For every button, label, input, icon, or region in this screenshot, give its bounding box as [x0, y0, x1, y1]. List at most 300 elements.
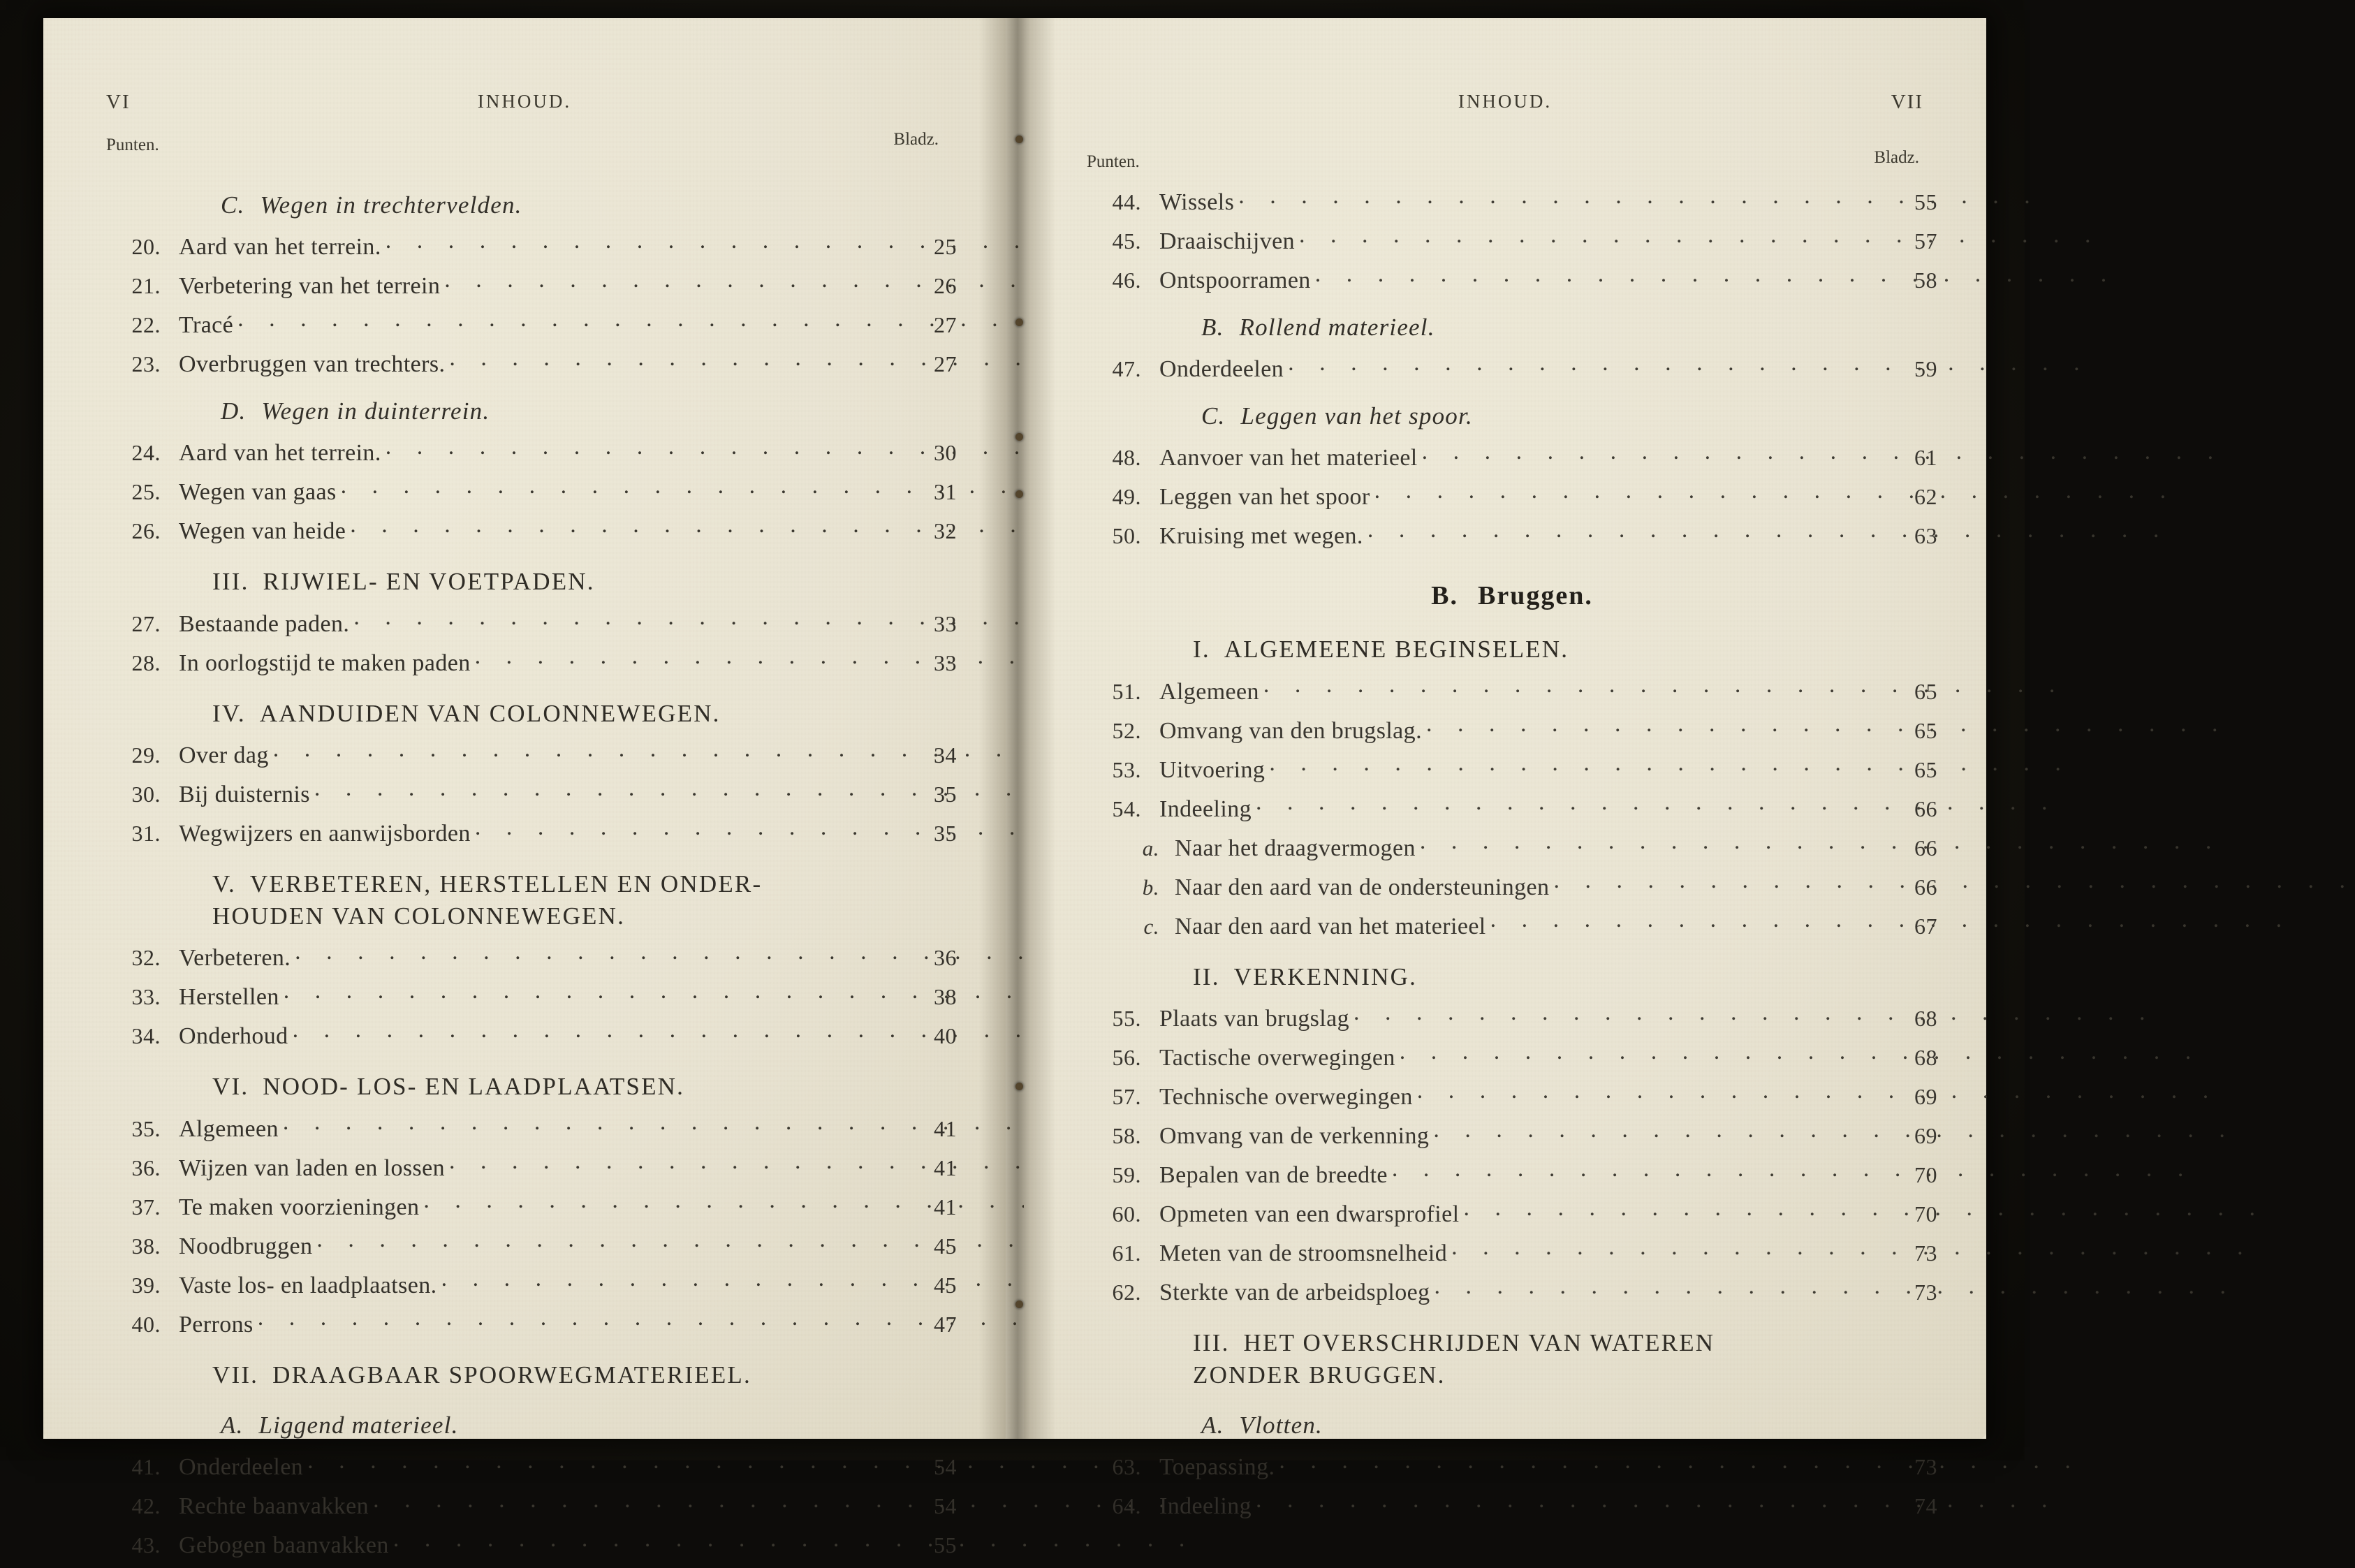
toc-dot-leader: [437, 1269, 904, 1293]
running-head-right: INHOUD.: [1458, 91, 1553, 112]
toc-entry-number: 30.: [131, 782, 161, 807]
toc-dot-leader: [471, 817, 904, 841]
toc-entry-number: 24.: [131, 440, 161, 465]
toc-entry-page-number: 66: [1914, 874, 1937, 900]
section-title: ALGEMEENE BEGINSELEN.: [1224, 636, 1569, 663]
toc-entry[interactable]: [1087, 441, 1937, 470]
toc-entry[interactable]: [1087, 1002, 1937, 1031]
toc-dot-leader: [1349, 1002, 1884, 1026]
toc-dot-leader: [288, 1020, 904, 1043]
section-title: VERKENNING.: [1233, 962, 1418, 990]
section-title: HET OVERSCHRIJDEN VAN WATEREN: [1243, 1329, 1715, 1356]
section-label: III.: [212, 568, 249, 595]
toc-entry[interactable]: [106, 739, 957, 768]
toc-entry-page-number: 35: [934, 821, 957, 846]
toc-entry-page-number: 45: [934, 1272, 957, 1298]
toc-entry-title: Wijzen van laden en lossen: [179, 1155, 446, 1181]
toc-entry[interactable]: [1087, 264, 1937, 293]
toc-entry-number: 33.: [131, 984, 161, 1009]
toc-entry-title: Aard van het terrein.: [179, 234, 381, 260]
right-page: [1024, 18, 1986, 1519]
toc-entry[interactable]: [1087, 481, 1937, 509]
toc-entry[interactable]: [106, 515, 957, 543]
toc-entry-number: 48.: [1112, 445, 1141, 470]
toc-dot-leader: [1549, 871, 1884, 895]
section-heading-roman: [212, 1359, 957, 1391]
toc-entry[interactable]: [1087, 1451, 1937, 1479]
toc-entry[interactable]: [106, 348, 957, 376]
column-header-bladz-right: Bladz.: [1874, 148, 1919, 167]
toc-entry-title: Omvang van de verkenning: [1159, 1123, 1430, 1149]
toc-dot-leader: [303, 1451, 904, 1474]
toc-entry-title: Indeeling: [1159, 796, 1252, 822]
toc-entry[interactable]: [106, 608, 957, 636]
section-title: Vlotten.: [1239, 1412, 1323, 1439]
toc-entry-number: 52.: [1112, 717, 1141, 743]
toc-dot-leader: [1429, 1120, 1884, 1143]
spine-stitch: [1015, 1300, 1023, 1308]
toc-entry-number: 40.: [131, 1311, 161, 1337]
section-title: Rollend materieel.: [1239, 314, 1435, 341]
toc-entry-title: Perrons: [179, 1311, 254, 1338]
toc-entry[interactable]: [106, 476, 957, 504]
part-heading: [1087, 580, 1937, 611]
section-heading-italic: [1201, 402, 1937, 430]
toc-entry[interactable]: [1087, 1041, 1937, 1070]
toc-dot-leader: [369, 1490, 904, 1514]
section-label: D.: [221, 397, 247, 425]
toc-entry[interactable]: [1087, 1159, 1937, 1187]
toc-dot-leader: [1418, 441, 1884, 465]
section-label: I.: [1193, 636, 1210, 663]
toc-entry-title: Rechte baanvakken: [179, 1493, 369, 1519]
folio-right: VII: [1891, 91, 1923, 113]
section-title: RIJWIEL- EN VOETPADEN.: [263, 568, 595, 595]
toc-entry-page-number: 61: [1914, 445, 1937, 470]
section-title: VERBETEREN, HERSTELLEN EN ONDER-: [249, 870, 763, 897]
section-label: C.: [1201, 402, 1226, 430]
toc-dot-leader: [445, 348, 904, 372]
toc-dot-leader: [445, 1152, 904, 1175]
toc-entry[interactable]: [106, 309, 957, 337]
toc-dot-leader: [233, 309, 904, 332]
toc-entry-page-number: 65: [1914, 678, 1937, 704]
toc-dot-leader: [471, 647, 904, 671]
toc-entry-title: Leggen van het spoor: [1159, 484, 1370, 510]
toc-entry-title: Plaats van brugslag: [1159, 1006, 1349, 1032]
toc-entry-title: Gebogen baanvakken: [179, 1532, 389, 1558]
toc-entry-title: Ontspoorramen: [1159, 268, 1311, 293]
section-heading-italic: [221, 191, 957, 219]
toc-entry-number: 21.: [131, 273, 161, 298]
toc-entry[interactable]: [1087, 1237, 1937, 1266]
toc-entry-page-number: 33: [934, 610, 957, 636]
toc-entry-page-number: 32: [934, 518, 957, 543]
toc-entry[interactable]: [1087, 1080, 1937, 1109]
toc-entry-number: a.: [1142, 835, 1159, 860]
toc-entry-title: Tactische overwegingen: [1159, 1045, 1395, 1071]
toc-entry-page-number: 68: [1914, 1045, 1937, 1070]
toc-entry-page-number: 74: [1914, 1493, 1937, 1518]
toc-dot-leader: [1252, 1490, 1884, 1514]
toc-entry-title: Aard van het terrein.: [179, 440, 381, 466]
toc-entry-page-number: 68: [1914, 1006, 1937, 1031]
toc-entry-page-number: 54: [934, 1454, 957, 1479]
toc-dot-leader: [381, 437, 904, 460]
toc-entry-title: Wegwijzers en aanwijsborden: [179, 821, 471, 847]
toc-entry[interactable]: [1087, 793, 1937, 821]
toc-entry-number: 50.: [1112, 523, 1141, 548]
toc-entry[interactable]: [106, 270, 957, 298]
toc-entry-title: Indeeling: [1159, 1493, 1252, 1519]
section-heading-roman: [212, 1071, 957, 1103]
toc-dot-leader: [1395, 1041, 1884, 1065]
toc-entry[interactable]: [1087, 754, 1937, 782]
toc-entry-page-number: 69: [1914, 1123, 1937, 1148]
toc-entry-number: 60.: [1112, 1201, 1141, 1226]
toc-entry-page-number: 69: [1914, 1084, 1937, 1109]
toc-entry-title: Naar den aard van het materieel: [1175, 913, 1486, 939]
toc-entry-page-number: 27: [934, 312, 957, 337]
toc-dot-leader: [440, 270, 904, 293]
toc-entry-title: Draaischijven: [1159, 228, 1296, 254]
column-header-bladz-left: Bladz.: [893, 130, 939, 149]
section-title-line2: HOUDEN VAN COLONNEWEGEN.: [212, 902, 626, 930]
section-title: AANDUIDEN VAN COLONNEWEGEN.: [259, 699, 721, 727]
spine-stitch: [1015, 1083, 1023, 1090]
toc-entry[interactable]: [1087, 1120, 1937, 1148]
section-heading-italic: [221, 397, 957, 425]
toc-entry-number: 38.: [131, 1233, 161, 1259]
part-label: B.: [1431, 581, 1458, 610]
toc-entry-number: 57.: [1112, 1084, 1141, 1109]
toc-dot-leader: [1370, 481, 1884, 504]
toc-entry-title: Over dag: [179, 742, 269, 768]
toc-dot-leader: [1265, 754, 1884, 777]
toc-dot-leader: [1422, 715, 1884, 738]
section-label: II.: [1193, 962, 1220, 990]
toc-entry[interactable]: [1087, 1490, 1937, 1518]
section-label: VII.: [212, 1361, 259, 1389]
toc-entry[interactable]: [106, 778, 957, 807]
toc-dot-leader: [1259, 675, 1884, 699]
toc-entry[interactable]: [106, 1191, 957, 1219]
toc-entry-number: 26.: [131, 518, 161, 543]
toc-entry-title: Noodbruggen: [179, 1233, 313, 1259]
toc-entry-number: 59.: [1112, 1162, 1141, 1187]
section-label: A.: [1201, 1412, 1224, 1439]
toc-entry-number: 42.: [131, 1493, 161, 1518]
toc-entry[interactable]: [1087, 715, 1937, 743]
toc-entry-number: 62.: [1112, 1280, 1141, 1305]
toc-entry-page-number: 27: [934, 351, 957, 376]
section-label: V.: [212, 870, 236, 897]
toc-entry[interactable]: [106, 1308, 957, 1337]
toc-entry-page-number: 70: [1914, 1201, 1937, 1226]
toc-dot-leader: [291, 941, 904, 965]
toc-dot-leader: [1486, 910, 1884, 934]
toc-entry-number: c.: [1143, 914, 1159, 939]
toc-entry-title: Omvang van den brugslag.: [1159, 717, 1422, 744]
section-title: DRAAGBAAR SPOORWEGMATERIEEL.: [272, 1361, 751, 1389]
toc-entry[interactable]: [106, 437, 957, 465]
toc-dot-leader: [1284, 353, 1884, 376]
toc-entry-number: 61.: [1112, 1240, 1141, 1266]
section-title: Wegen in trechtervelden.: [260, 191, 522, 219]
toc-dot-leader: [1388, 1159, 1884, 1182]
toc-entry-title: Wissels: [1159, 189, 1235, 215]
toc-entry[interactable]: [106, 1152, 957, 1180]
toc-entry[interactable]: [106, 1529, 957, 1558]
toc-entry-page-number: 41: [934, 1155, 957, 1180]
toc-dot-leader: [1295, 225, 1884, 249]
toc-entry[interactable]: [1087, 871, 1937, 900]
toc-entry-title: Vaste los- en laadplaatsen.: [179, 1272, 437, 1298]
toc-entry-number: b.: [1142, 874, 1159, 900]
toc-entry[interactable]: [106, 1269, 957, 1298]
toc-entry-title: Tracé: [179, 312, 234, 338]
toc-entry[interactable]: [106, 941, 957, 970]
toc-entry-number: 25.: [131, 479, 161, 504]
toc-entry[interactable]: [106, 1020, 957, 1048]
toc-entry-number: 58.: [1112, 1123, 1141, 1148]
toc-entry-page-number: 25: [934, 234, 957, 259]
section-title: NOOD- LOS- EN LAADPLAATSEN.: [263, 1073, 685, 1100]
toc-dot-leader: [279, 981, 904, 1004]
left-toc-body: [106, 170, 957, 1568]
toc-dot-leader: [1416, 832, 1884, 856]
spine-stitch: [1015, 433, 1023, 441]
section-heading-italic: [1201, 1412, 1937, 1439]
toc-entry-title: Naar den aard van de ondersteuningen: [1175, 874, 1550, 900]
toc-entry-page-number: 33: [934, 650, 957, 675]
toc-entry-number: 54.: [1112, 796, 1141, 821]
toc-dot-leader: [1413, 1080, 1884, 1104]
toc-dot-leader: [349, 608, 904, 631]
toc-entry-title: Uitvoering: [1159, 756, 1265, 783]
toc-entry-number: 39.: [131, 1272, 161, 1298]
toc-entry-page-number: 73: [1914, 1454, 1937, 1479]
section-heading-roman: [212, 698, 957, 730]
part-title: Bruggen.: [1478, 581, 1593, 610]
toc-entry[interactable]: [106, 1451, 957, 1479]
toc-entry-title: Technische overwegingen: [1159, 1084, 1413, 1110]
toc-entry-page-number: 30: [934, 440, 957, 465]
toc-entry-page-number: 58: [1914, 268, 1937, 293]
spine-stitch: [1015, 318, 1023, 326]
toc-entry-page-number: 40: [934, 1023, 957, 1048]
toc-entry-title: Algemeen: [1159, 678, 1259, 705]
toc-entry[interactable]: [1087, 353, 1937, 381]
section-label: III.: [1193, 1329, 1230, 1356]
toc-entry-title: Wegen van gaas: [179, 479, 337, 505]
toc-entry-page-number: 65: [1914, 756, 1937, 782]
toc-entry[interactable]: [106, 1113, 957, 1141]
toc-entry-title: Bij duisternis: [179, 782, 310, 807]
toc-entry[interactable]: [106, 647, 957, 675]
toc-entry-number: 20.: [131, 234, 161, 259]
toc-entry-title: Verbetering van het terrein: [179, 273, 441, 299]
toc-entry-page-number: 41: [934, 1194, 957, 1219]
toc-entry-page-number: 41: [934, 1115, 957, 1141]
toc-entry-title: Onderhoud: [179, 1023, 288, 1049]
toc-dot-leader: [1430, 1276, 1884, 1300]
right-page-column: [1024, 18, 1986, 1519]
toc-dot-leader: [337, 476, 904, 499]
toc-dot-leader: [1447, 1237, 1884, 1261]
section-heading-italic: [221, 1412, 957, 1439]
toc-dot-leader: [269, 739, 904, 763]
toc-entry-number: 51.: [1112, 678, 1141, 704]
section-title: Leggen van het spoor.: [1240, 402, 1473, 430]
toc-entry-title: Verbeteren.: [179, 945, 291, 971]
toc-entry-page-number: 45: [934, 1233, 957, 1259]
toc-entry[interactable]: [1087, 186, 1937, 214]
toc-entry-page-number: 73: [1914, 1280, 1937, 1305]
toc-entry-number: 53.: [1112, 756, 1141, 782]
toc-entry-number: 22.: [131, 312, 161, 337]
toc-dot-leader: [1459, 1198, 1884, 1222]
toc-entry[interactable]: [106, 1490, 957, 1518]
toc-entry-number: 32.: [131, 945, 161, 970]
section-label: VI.: [212, 1073, 249, 1100]
toc-entry-title: Opmeten van een dwarsprofiel: [1159, 1201, 1460, 1227]
toc-dot-leader: [419, 1191, 904, 1215]
toc-entry-title: Aanvoer van het materieel: [1159, 445, 1418, 471]
folio-left: VI: [106, 91, 131, 113]
toc-dot-leader: [1275, 1451, 1884, 1474]
toc-entry[interactable]: [106, 817, 957, 846]
toc-entry-page-number: 36: [934, 945, 957, 970]
toc-entry[interactable]: [1087, 1276, 1937, 1305]
toc-entry-page-number: 55: [934, 1532, 957, 1558]
toc-entry-page-number: 66: [1914, 796, 1937, 821]
toc-dot-leader: [1234, 186, 1884, 210]
toc-entry-title: Wegen van heide: [179, 518, 346, 544]
toc-entry-number: 55.: [1112, 1006, 1141, 1031]
toc-dot-leader: [346, 515, 904, 538]
section-label: C.: [221, 191, 245, 219]
section-heading-italic: [1201, 314, 1937, 342]
toc-entry[interactable]: [106, 1230, 957, 1259]
toc-dot-leader: [389, 1529, 904, 1553]
toc-entry-title: Onderdeelen: [179, 1454, 304, 1480]
toc-entry-title: Onderdeelen: [1159, 356, 1284, 382]
column-header-punten-right: Punten.: [1087, 152, 1140, 171]
toc-entry-page-number: 31: [934, 479, 957, 504]
toc-entry-number: 64.: [1112, 1493, 1141, 1518]
toc-entry-number: 27.: [131, 610, 161, 636]
toc-entry-title: Te maken voorzieningen: [179, 1194, 420, 1220]
toc-entry[interactable]: [106, 981, 957, 1009]
right-toc-body: [1087, 186, 1937, 1529]
toc-entry-title: Bepalen van de breedte: [1159, 1162, 1388, 1188]
toc-dot-leader: [279, 1113, 904, 1136]
toc-entry-number: 29.: [131, 742, 161, 768]
left-page: [43, 18, 1006, 1558]
toc-entry-title: Overbruggen van trechters.: [179, 351, 446, 377]
toc-entry-page-number: 38: [934, 984, 957, 1009]
toc-dot-leader: [381, 230, 904, 254]
section-heading-roman: [1193, 633, 1937, 666]
section-heading-roman: [1193, 961, 1937, 993]
toc-entry[interactable]: [1087, 910, 1937, 939]
toc-entry[interactable]: [1087, 832, 1937, 860]
toc-entry-title: Toepassing.: [1159, 1454, 1275, 1480]
toc-entry-number: 63.: [1112, 1454, 1141, 1479]
section-heading-roman: [1193, 1327, 1937, 1391]
section-label: B.: [1201, 314, 1224, 341]
toc-entry[interactable]: [1087, 675, 1937, 704]
toc-entry-number: 47.: [1112, 356, 1141, 381]
toc-dot-leader: [1252, 793, 1884, 816]
toc-entry-title: Naar het draagvermogen: [1175, 835, 1416, 861]
toc-entry-title: Meten van de stroomsnelheid: [1159, 1240, 1448, 1266]
toc-entry-page-number: 55: [1914, 189, 1937, 214]
section-label: A.: [221, 1412, 244, 1439]
book-spread: [43, 18, 1986, 1558]
toc-entry-title: Bestaande paden.: [179, 610, 350, 637]
section-heading-roman: [212, 566, 957, 598]
toc-entry-number: 44.: [1112, 189, 1141, 214]
toc-entry-number: 56.: [1112, 1045, 1141, 1070]
toc-entry-number: 37.: [131, 1194, 161, 1219]
running-head-left: INHOUD.: [477, 91, 572, 112]
toc-entry-page-number: 59: [1914, 356, 1937, 381]
toc-entry[interactable]: [1087, 1198, 1937, 1226]
toc-dot-leader: [1363, 520, 1884, 543]
toc-dot-leader: [310, 778, 904, 802]
toc-entry[interactable]: [1087, 520, 1937, 548]
spine-stitch: [1015, 135, 1023, 143]
toc-entry-page-number: 35: [934, 782, 957, 807]
column-header-punten-left: Punten.: [106, 135, 159, 154]
toc-entry-number: 46.: [1112, 268, 1141, 293]
toc-entry-page-number: 66: [1914, 835, 1937, 860]
toc-entry-page-number: 62: [1914, 484, 1937, 509]
section-title-line2: ZONDER BRUGGEN.: [1193, 1361, 1446, 1389]
toc-entry-number: 45.: [1112, 228, 1141, 254]
toc-entry-page-number: 47: [934, 1311, 957, 1337]
section-label: IV.: [212, 699, 246, 727]
toc-dot-leader: [312, 1230, 904, 1254]
toc-entry-page-number: 34: [934, 742, 957, 768]
toc-entry-number: 34.: [131, 1023, 161, 1048]
toc-entry[interactable]: [1087, 225, 1937, 254]
section-title: Wegen in duinterrein.: [261, 397, 490, 425]
toc-entry-page-number: 65: [1914, 717, 1937, 743]
toc-entry-page-number: 73: [1914, 1240, 1937, 1266]
toc-entry-page-number: 70: [1914, 1162, 1937, 1187]
left-page-column: [43, 18, 1006, 1558]
toc-entry-number: 35.: [131, 1115, 161, 1141]
section-title: Liggend materieel.: [258, 1412, 459, 1439]
toc-entry-number: 28.: [131, 650, 161, 675]
toc-entry-page-number: 26: [934, 273, 957, 298]
toc-entry-number: 36.: [131, 1155, 161, 1180]
toc-entry-title: Herstellen: [179, 984, 279, 1010]
toc-entry-page-number: 63: [1914, 523, 1937, 548]
toc-entry-title: Kruising met wegen.: [1159, 523, 1363, 549]
toc-entry-page-number: 57: [1914, 228, 1937, 254]
spine-stitch: [1015, 490, 1023, 498]
toc-entry-title: In oorlogstijd te maken paden: [179, 650, 471, 676]
toc-entry[interactable]: [106, 230, 957, 259]
toc-entry-page-number: 54: [934, 1493, 957, 1518]
toc-dot-leader: [254, 1308, 904, 1332]
toc-entry-number: 41.: [131, 1454, 161, 1479]
toc-entry-page-number: 67: [1914, 913, 1937, 939]
